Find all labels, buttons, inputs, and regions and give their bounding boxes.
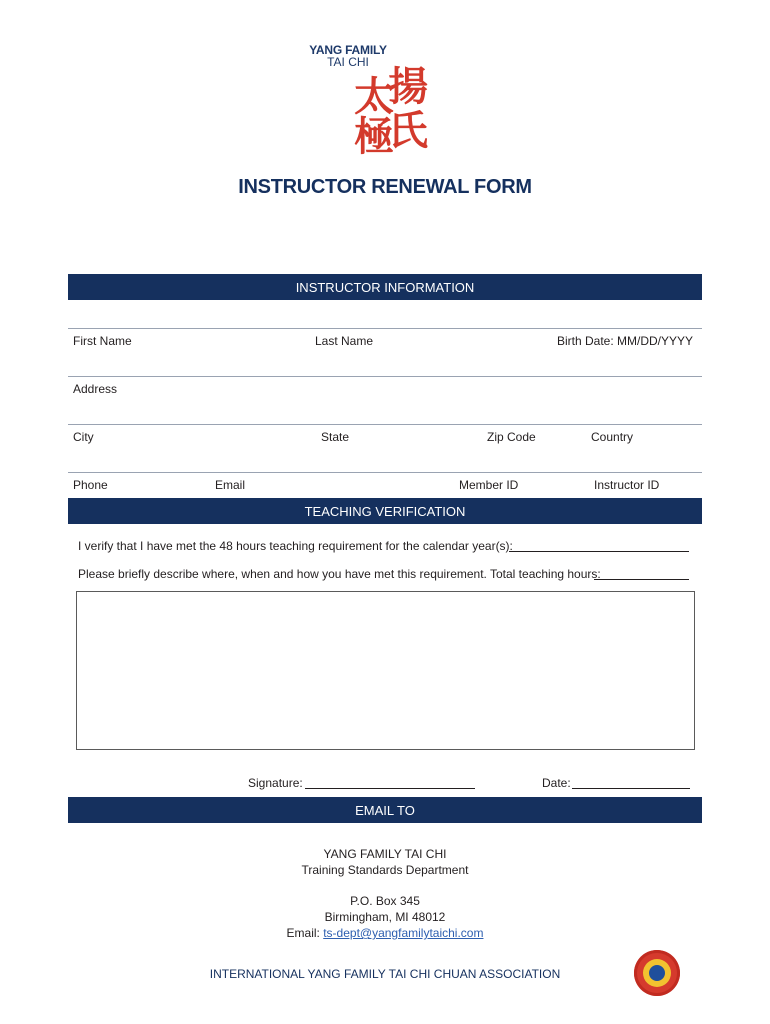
divider (68, 472, 702, 473)
describe-statement: Please briefly describe where, when and how you have met this requirement. Total teaching hours: (78, 567, 601, 581)
first-name-field[interactable] (68, 348, 308, 376)
logo-char-yang: 揚 (388, 63, 428, 110)
country-label: Country (591, 430, 634, 444)
signature-label: Signature: (248, 776, 303, 790)
divider (68, 328, 702, 329)
logo-char-tai: 太 (354, 73, 394, 120)
total-teaching-hours-field[interactable] (594, 566, 689, 580)
city-field[interactable] (68, 444, 314, 472)
city-label: City (73, 430, 94, 444)
section-header-teaching-verification (68, 498, 702, 524)
po-box: P.O. Box 345 (350, 894, 420, 908)
address-label: Address (73, 382, 118, 396)
description-textarea[interactable] (76, 591, 695, 750)
department: Training Standards Department (301, 863, 469, 877)
section-title: INSTRUCTOR INFORMATION (295, 280, 475, 295)
section-header-instructor-info (68, 274, 702, 300)
address-field[interactable] (68, 396, 702, 424)
divider (68, 424, 702, 425)
email-line-label: Email: (286, 926, 320, 940)
org-name: YANG FAMILY TAI CHI (323, 847, 447, 861)
logo-char-shi: 氏 (388, 107, 428, 154)
section-title: EMAIL TO (355, 803, 415, 818)
birth-date-field[interactable] (552, 348, 702, 376)
date-label: Date: (542, 776, 571, 790)
zip-code-field[interactable] (482, 444, 586, 472)
phone-label: Phone (73, 478, 108, 492)
first-name-label: First Name (73, 334, 132, 348)
page-title: INSTRUCTOR RENEWAL FORM (238, 176, 532, 198)
state-field[interactable] (316, 444, 480, 472)
logo-text (308, 44, 388, 68)
date-field[interactable] (572, 775, 690, 789)
association-seal-icon (634, 950, 680, 996)
member-id-label: Member ID (459, 478, 519, 492)
calendar-years-field[interactable] (509, 538, 689, 552)
last-name-field[interactable] (310, 348, 550, 376)
logo-line1: YANG FAMILY (309, 43, 387, 57)
state-label: State (321, 430, 350, 444)
country-field[interactable] (588, 444, 702, 472)
last-name-label: Last Name (315, 334, 374, 348)
section-title: TEACHING VERIFICATION (304, 504, 466, 519)
signature-field[interactable] (305, 775, 475, 789)
zip-code-label: Zip Code (487, 430, 536, 444)
city-state-zip: Birmingham, MI 48012 (324, 910, 446, 924)
verify-statement: I verify that I have met the 48 hours teaching requirement for the calendar year(s): (78, 539, 513, 553)
birth-date-label: Birth Date: MM/DD/YYYY (557, 334, 694, 348)
instructor-id-label: Instructor ID (594, 478, 660, 492)
email-line (0, 925, 770, 941)
section-header-email-to (68, 797, 702, 823)
logo-line2: TAI CHI (327, 55, 369, 69)
divider (68, 376, 702, 377)
email-label: Email (215, 478, 246, 492)
logo-char-ji: 極 (354, 113, 394, 160)
footer-association: INTERNATIONAL YANG FAMILY TAI CHI CHUAN ASSOCIATION (209, 967, 561, 981)
email-link[interactable]: ts-dept@yangfamilytaichi.com (323, 926, 484, 940)
